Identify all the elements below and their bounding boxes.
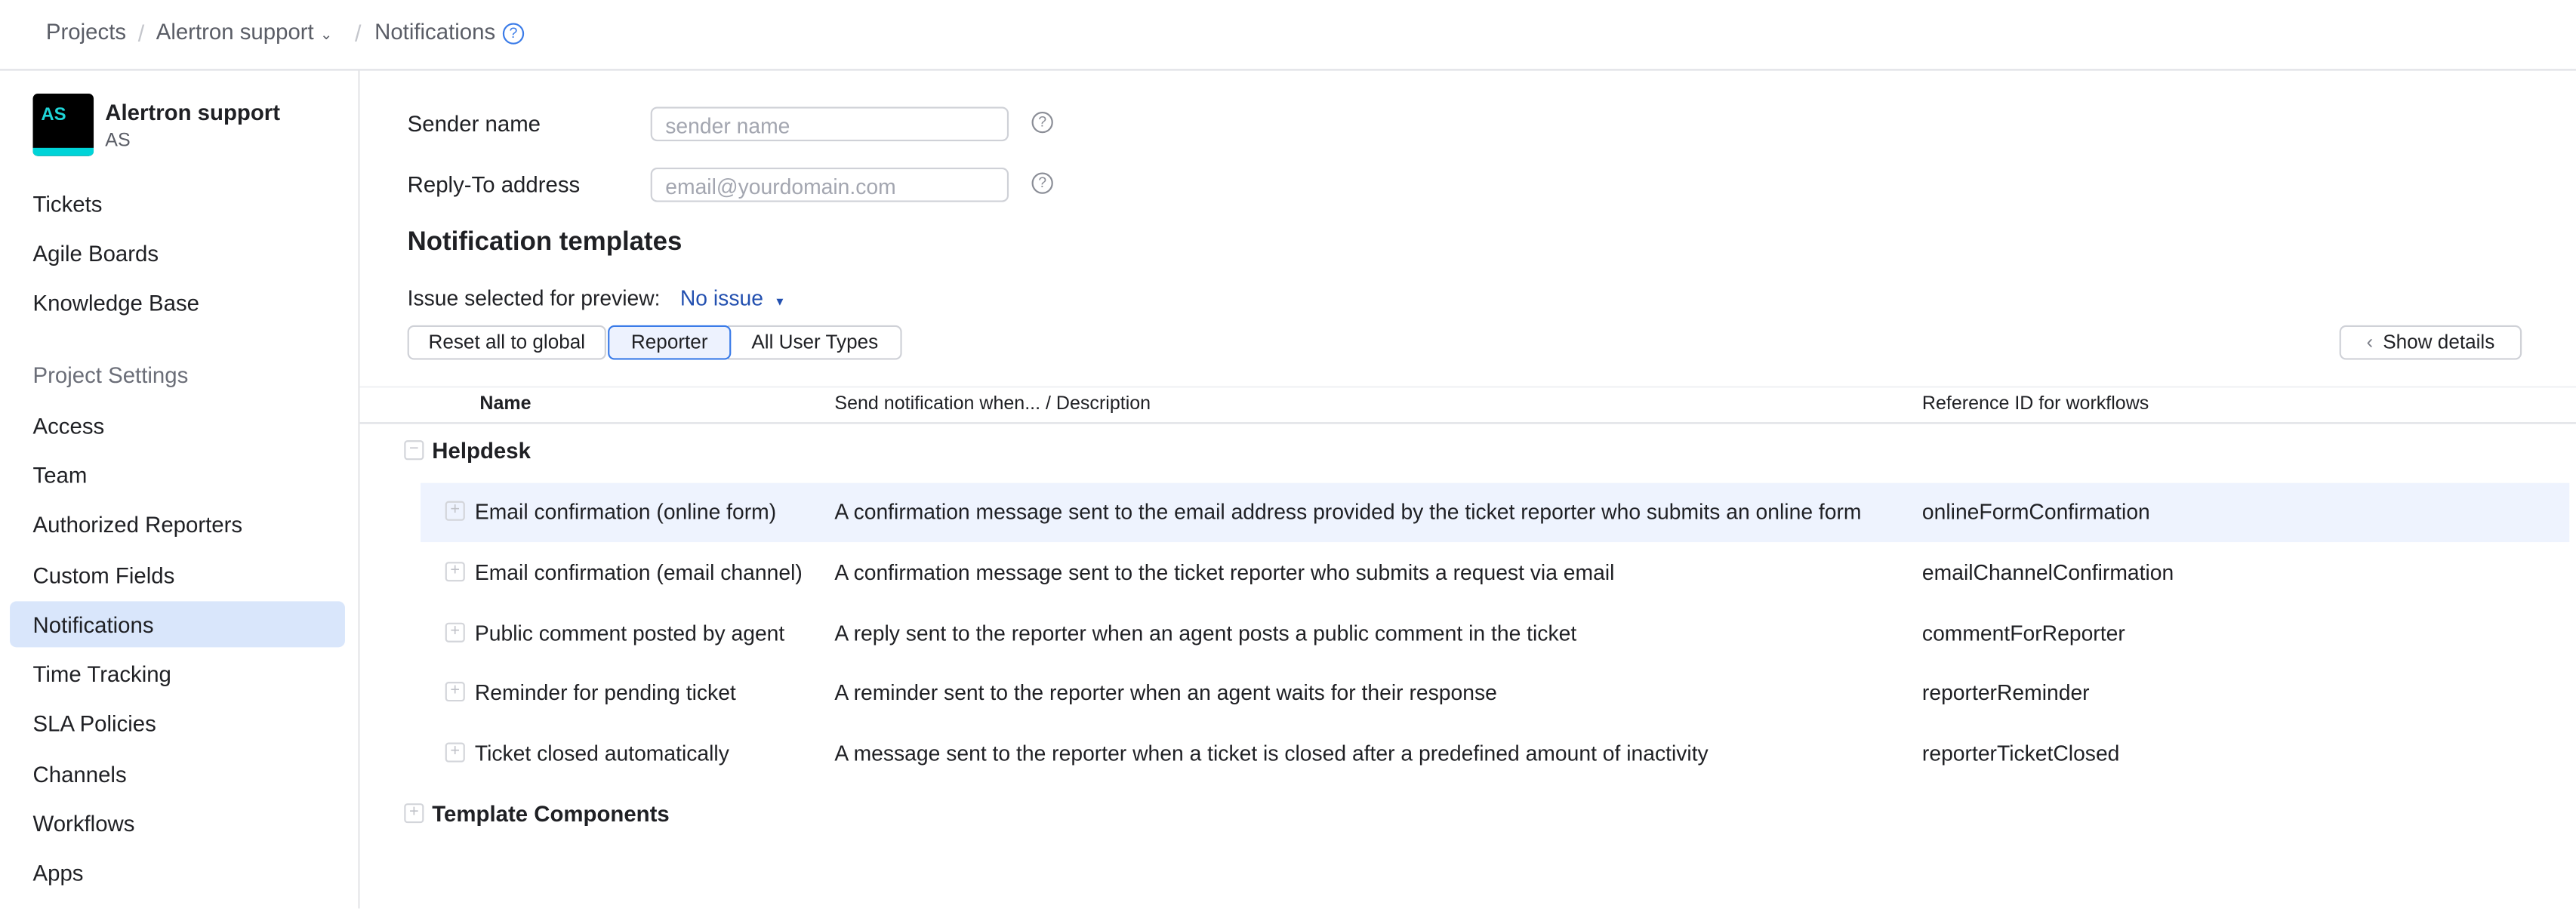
sidebar-item-custom-fields[interactable]: Custom Fields <box>32 563 175 589</box>
sidebar-item-agile-boards[interactable]: Agile Boards <box>32 241 159 267</box>
reset-all-button[interactable]: Reset all to global <box>408 325 606 360</box>
reply-to-label: Reply-To address <box>407 172 581 198</box>
table-header-border <box>360 422 2576 424</box>
chevron-left-icon: ‹ <box>2366 330 2374 353</box>
template-name: Public comment posted by agent <box>474 621 785 646</box>
template-ref: reporterReminder <box>1921 679 2090 705</box>
project-avatar <box>33 94 94 156</box>
avatar-accent <box>33 148 94 156</box>
sidebar-item-notifications[interactable]: Notifications <box>32 612 154 638</box>
caret-down-icon: ▼ <box>774 297 786 310</box>
template-ref: reporterTicketClosed <box>1921 741 2120 766</box>
breadcrumb-separator: / <box>355 20 362 46</box>
template-ref: commentForReporter <box>1921 621 2125 646</box>
project-settings-heading: Project Settings <box>32 362 189 388</box>
breadcrumb-current: Notifications <box>374 20 496 45</box>
preview-label: Issue selected for preview: <box>407 285 661 311</box>
sidebar-item-apps[interactable]: Apps <box>32 861 84 886</box>
table-row[interactable] <box>421 725 2569 784</box>
sidebar <box>0 71 360 909</box>
template-name: Email confirmation (email channel) <box>474 560 803 585</box>
group-template-components[interactable]: Template Components <box>432 801 670 827</box>
table-row[interactable] <box>421 664 2569 723</box>
template-description: A reminder sent to the reporter when an agent waits for their response <box>834 679 1497 705</box>
sidebar-item-team[interactable]: Team <box>32 463 88 488</box>
preview-issue-dropdown[interactable] <box>680 286 786 311</box>
sidebar-item-tickets[interactable]: Tickets <box>32 192 103 217</box>
template-name: Ticket closed automatically <box>474 741 729 766</box>
template-name: Email confirmation (online form) <box>474 499 777 525</box>
avatar-text: AS <box>41 105 66 125</box>
help-icon[interactable]: ? <box>503 23 524 44</box>
project-name: Alertron support <box>105 100 281 125</box>
reply-to-input[interactable]: email@yourdomain.com <box>651 168 1009 202</box>
show-details-label: Show details <box>2383 330 2495 353</box>
template-name: Reminder for pending ticket <box>474 679 736 705</box>
sidebar-item-access[interactable]: Access <box>32 414 105 439</box>
sidebar-item-workflows[interactable]: Workflows <box>32 811 135 837</box>
sidebar-item-time-tracking[interactable]: Time Tracking <box>32 661 171 687</box>
help-icon[interactable]: ? <box>1032 112 1053 133</box>
template-description: A confirmation message sent to the ticket reporter who submits a request via email <box>834 560 1615 585</box>
user-type-reporter[interactable]: Reporter <box>608 325 731 360</box>
template-description: A reply sent to the reporter when an agent posts a public comment in the ticket <box>834 621 1577 646</box>
expand-icon[interactable]: + <box>445 743 465 763</box>
sidebar-item-channels[interactable]: Channels <box>32 762 127 787</box>
show-details-button[interactable] <box>2340 325 2522 360</box>
group-helpdesk[interactable]: Helpdesk <box>432 438 531 464</box>
sender-name-label: Sender name <box>407 111 541 137</box>
expand-icon[interactable]: + <box>445 682 465 701</box>
column-header-reference: Reference ID for workflows <box>1921 394 2149 414</box>
column-header-description: Send notification when... / Description <box>834 394 1151 414</box>
table-row[interactable] <box>421 483 2569 542</box>
sender-name-input[interactable]: sender name <box>651 106 1009 141</box>
expand-icon[interactable]: + <box>404 803 424 823</box>
breadcrumb-project-label: Alertron support <box>156 20 314 45</box>
table-row[interactable] <box>421 605 2569 664</box>
template-ref: onlineFormConfirmation <box>1921 499 2150 525</box>
column-header-name: Name <box>479 394 532 414</box>
breadcrumb-separator: / <box>137 20 145 46</box>
help-icon[interactable]: ? <box>1032 172 1053 193</box>
template-ref: emailChannelConfirmation <box>1921 560 2174 585</box>
project-key: AS <box>105 131 131 152</box>
user-type-all[interactable]: All User Types <box>728 325 902 360</box>
table-row[interactable] <box>421 544 2569 602</box>
templates-heading: Notification templates <box>407 228 683 257</box>
chevron-down-icon: ⌄ <box>319 26 333 43</box>
sidebar-item-sla-policies[interactable]: SLA Policies <box>32 711 156 736</box>
sidebar-item-authorized-reporters[interactable]: Authorized Reporters <box>32 512 243 538</box>
expand-icon[interactable]: + <box>445 562 465 581</box>
collapse-icon[interactable]: − <box>404 440 424 460</box>
template-description: A message sent to the reporter when a ticket is closed after a predefined amount of inactivity <box>834 741 1709 766</box>
preview-issue-value: No issue <box>679 285 763 311</box>
breadcrumb-projects[interactable]: Projects <box>45 20 127 45</box>
header-divider <box>0 69 2576 70</box>
expand-icon[interactable]: + <box>445 501 465 521</box>
template-description: A confirmation message sent to the email address provided by the ticket reporter who submits an online form <box>834 499 1862 525</box>
breadcrumb-project[interactable] <box>156 20 333 45</box>
expand-icon[interactable]: + <box>445 623 465 642</box>
sidebar-item-knowledge-base[interactable]: Knowledge Base <box>32 291 200 316</box>
table-top-border <box>360 386 2576 387</box>
